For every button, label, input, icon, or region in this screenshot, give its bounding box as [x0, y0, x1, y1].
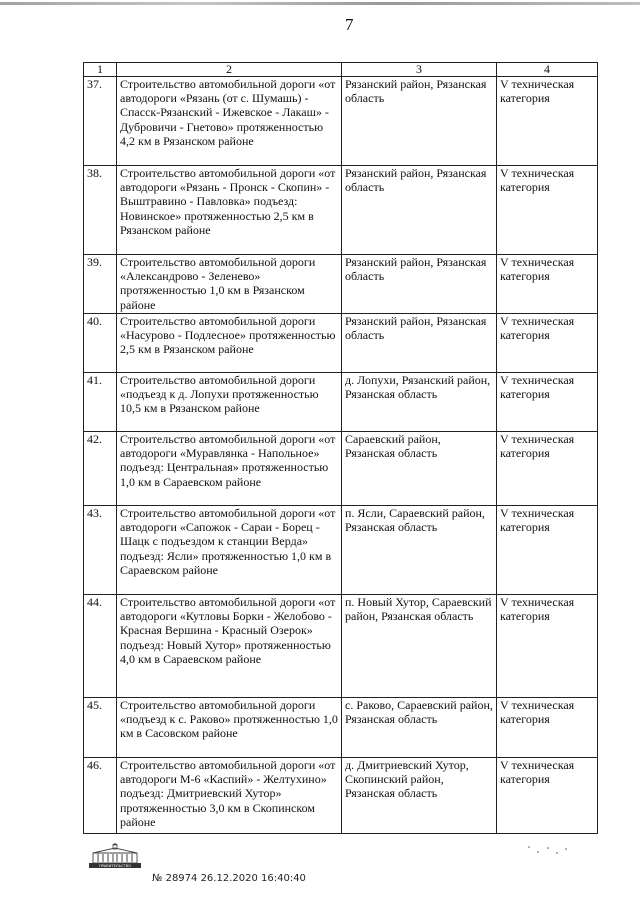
page-number: 7 — [345, 15, 354, 34]
row-category: V техническая категория — [497, 166, 598, 255]
row-location: д. Дмитриевский Хутор, Скопинский район, Рязанская область — [342, 758, 497, 834]
row-location: Рязанский район, Рязанская область — [342, 77, 497, 166]
table-row — [84, 758, 598, 834]
row-category: V техническая категория — [497, 432, 598, 506]
row-number: 43. — [84, 506, 117, 595]
row-location: Рязанский район, Рязанская область — [342, 314, 497, 373]
row-number: 40. — [84, 314, 117, 373]
table-row — [84, 255, 598, 314]
svg-text:ПРАВИТЕЛЬСТВО: ПРАВИТЕЛЬСТВО — [98, 864, 132, 869]
roads-table — [83, 62, 598, 834]
table-row — [84, 432, 598, 506]
row-location: Рязанский район, Рязанская область — [342, 255, 497, 314]
row-number: 39. — [84, 255, 117, 314]
row-description: Строительство автомобильной дороги «от автодороги «Кутловы Борки - Желобово - Красная Вершина - Красный Озерок» подъезд: Новый Хутор» протяженностью 4,0 км в Сараевском районе — [117, 595, 342, 698]
row-description: Строительство автомобильной дороги «подъезд к д. Лопухи протяженностью 10,5 км в Рязанском районе — [117, 373, 342, 432]
row-category: V техническая категория — [497, 77, 598, 166]
row-location: Сараевский район, Рязанская область — [342, 432, 497, 506]
header-col-4: 4 — [497, 63, 598, 77]
header-col-3: 3 — [342, 63, 497, 77]
table-row — [84, 595, 598, 698]
table-row — [84, 698, 598, 758]
row-location: с. Раково, Сараевский район, Рязанская область — [342, 698, 497, 758]
row-number: 41. — [84, 373, 117, 432]
scan-marks — [526, 843, 576, 857]
row-description: Строительство автомобильной дороги «от автодороги «Сапожок - Сараи - Борец - Шацк с подъездом к станции Верда» подъезд: Ясли» протяженностью 1,0 км в Сараевском районе — [117, 506, 342, 595]
government-building-logo — [87, 843, 143, 869]
table-row — [84, 77, 598, 166]
row-description: Строительство автомобильной дороги «от автодороги М-6 «Каспий» - Желтухино» подъезд: Дмитриевский Хутор» протяженностью 3,0 км в Скопинском районе — [117, 758, 342, 834]
row-number: 38. — [84, 166, 117, 255]
row-category: V техническая категория — [497, 698, 598, 758]
table-row — [84, 506, 598, 595]
row-category: V техническая категория — [497, 314, 598, 373]
header-col-1: 1 — [84, 63, 117, 77]
row-number: 45. — [84, 698, 117, 758]
header-col-2: 2 — [117, 63, 342, 77]
row-description: Строительство автомобильной дороги «подъезд к с. Раково» протяженностью 1,0 км в Сасовском районе — [117, 698, 342, 758]
row-category: V техническая категория — [497, 506, 598, 595]
document-registration-number: № 28974 26.12.2020 16:40:40 — [152, 873, 306, 884]
row-description: Строительство автомобильной дороги «от автодороги «Рязань - Пронск - Скопин» - Выштравино - Павловка» подъезд: Новинское» протяженностью 2,5 км в Рязанском районе — [117, 166, 342, 255]
row-description: Строительство автомобильной дороги «Александрово - Зеленево» протяженностью 1,0 км в Рязанском районе — [117, 255, 342, 314]
row-category: V техническая категория — [497, 373, 598, 432]
row-number: 37. — [84, 77, 117, 166]
row-location: д. Лопухи, Рязанский район, Рязанская область — [342, 373, 497, 432]
row-description: Строительство автомобильной дороги «Насурово - Подлесное» протяженностью 2,5 км в Рязанском районе — [117, 314, 342, 373]
row-description: Строительство автомобильной дороги «от автодороги «Муравлянка - Напольное» подъезд: Центральная» протяженностью 1,0 км в Сараевском районе — [117, 432, 342, 506]
table-row — [84, 166, 598, 255]
table-row — [84, 314, 598, 373]
row-location: п. Ясли, Сараевский район, Рязанская область — [342, 506, 497, 595]
row-number: 44. — [84, 595, 117, 698]
row-category: V техническая категория — [497, 255, 598, 314]
scan-edge-line — [0, 2, 640, 5]
row-category: V техническая категория — [497, 758, 598, 834]
table-row — [84, 373, 598, 432]
table-header-row — [84, 63, 598, 77]
row-number: 42. — [84, 432, 117, 506]
row-location: Рязанский район, Рязанская область — [342, 166, 497, 255]
row-location: п. Новый Хутор, Сараевский район, Рязанская область — [342, 595, 497, 698]
row-number: 46. — [84, 758, 117, 834]
row-category: V техническая категория — [497, 595, 598, 698]
row-description: Строительство автомобильной дороги «от автодороги «Рязань (от с. Шумашь) - Спасск-Рязанский - Ижевское - Лакаш» - Дубровичи - Гнетово» протяженностью 4,2 км в Рязанском районе — [117, 77, 342, 166]
